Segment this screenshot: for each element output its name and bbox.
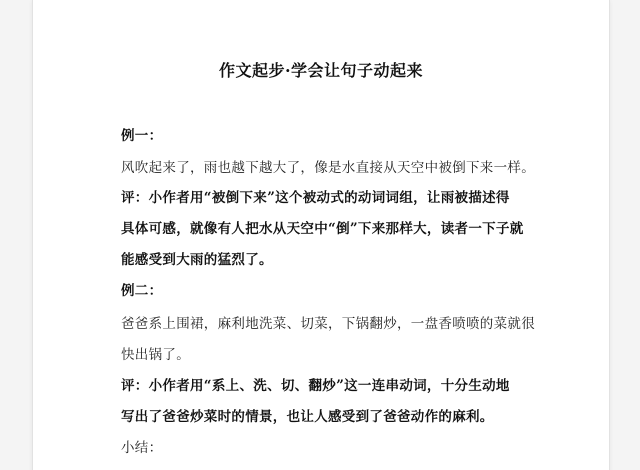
example-2-text-line-2: 快出锅了。 [121,347,190,363]
example-1-text: 风吹起来了，雨也越下越大了，像是水直接从天空中被倒下来一样。 [121,160,535,176]
example-2-label: 例二： [121,283,163,299]
document-page [32,0,610,470]
comment-2-line-1: 评：小作者用“系上、洗、切、翻炒”这一连串动词，十分生动地 [121,378,510,394]
document-title: 作文起步·学会让句子动起来 [218,61,424,80]
summary-label: 小结： [121,440,163,456]
comment-1-line-3: 能感受到大雨的猛烈了。 [121,252,273,268]
example-2-text-line-1: 爸爸系上围裙，麻利地洗菜、切菜，下锅翻炒，一盘香喷喷的菜就很 [121,316,535,332]
example-1-label: 例一： [121,128,163,144]
comment-1-line-1: 评：小作者用“被倒下来”这个被动式的动词词组，让雨被描述得 [121,190,510,206]
comment-2-line-2: 写出了爸爸炒菜时的情景，也让人感受到了爸爸动作的麻利。 [121,409,494,425]
comment-1-line-2: 具体可感，就像有人把水从天空中“倒”下来那样大，读者一下子就 [121,221,524,237]
